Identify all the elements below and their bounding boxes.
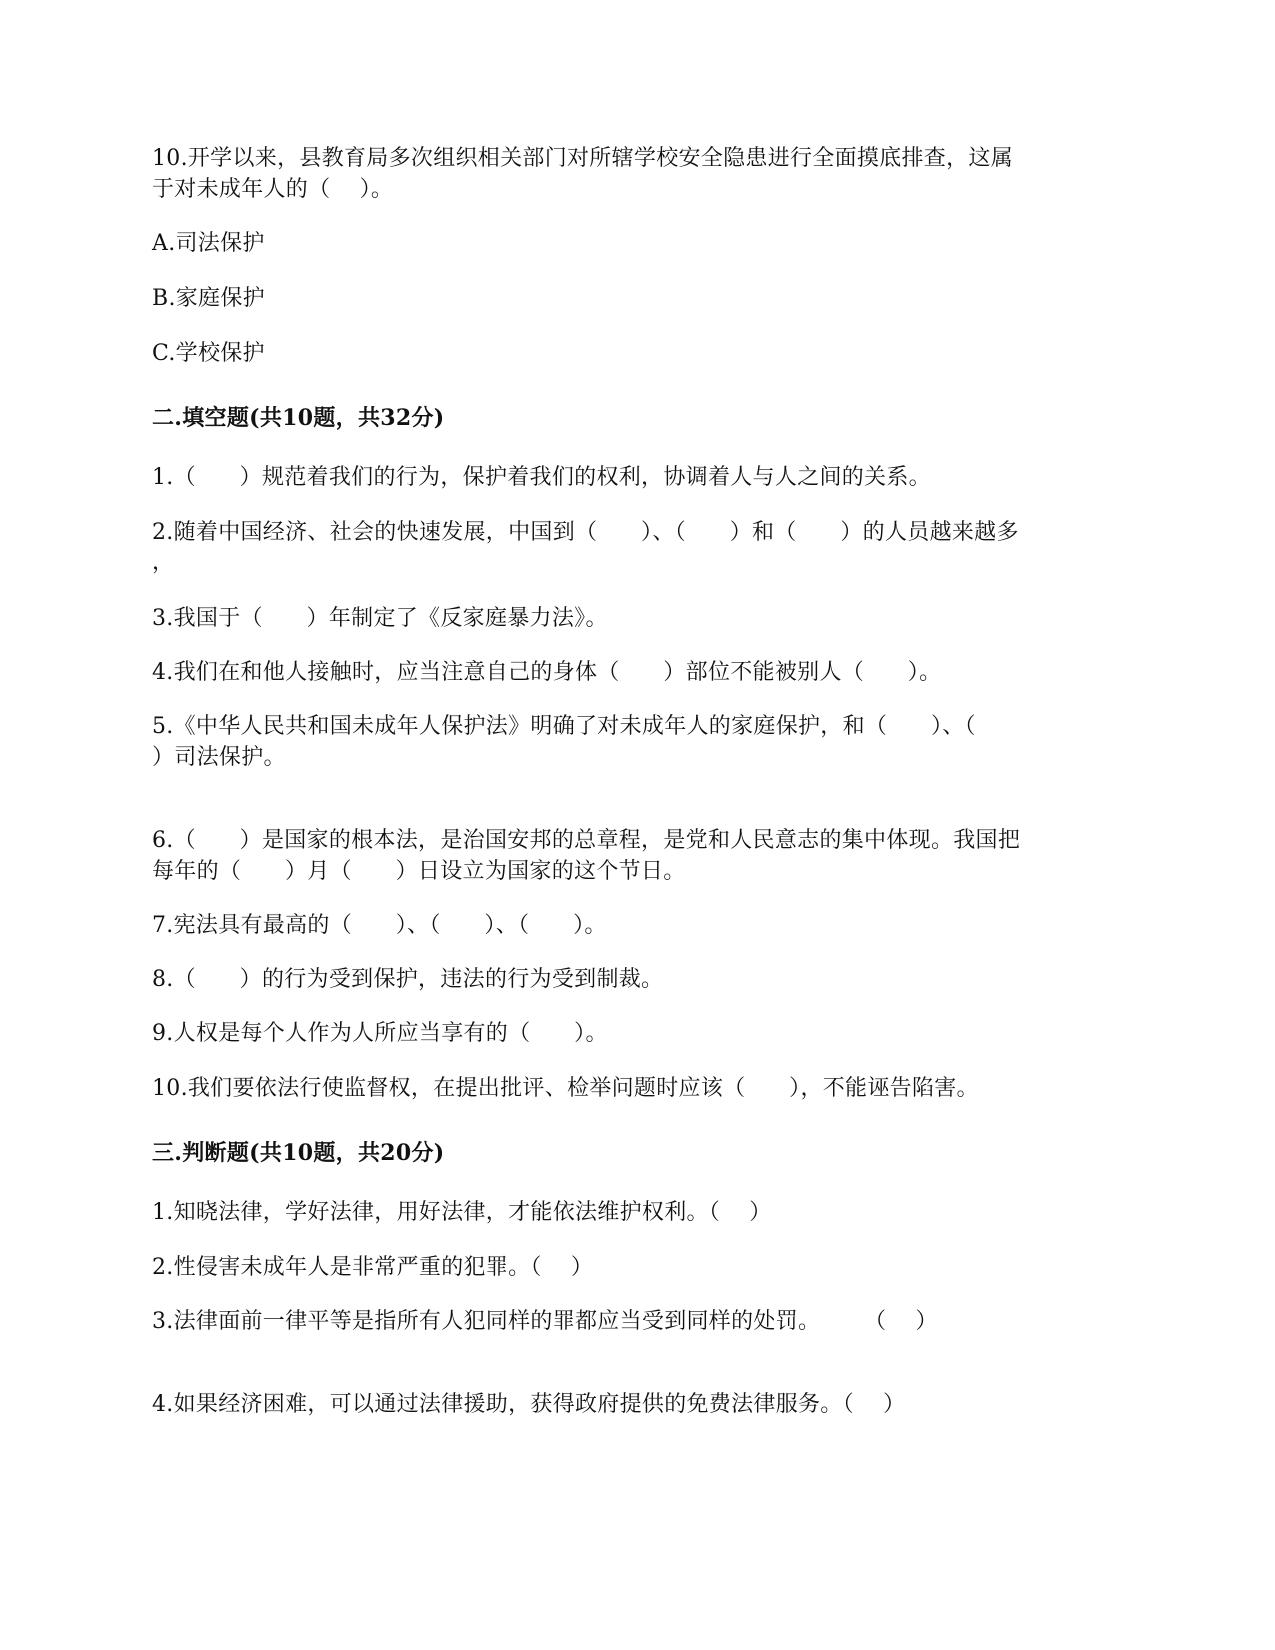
fill-question-8: 8.（ ）的行为受到保护，违法的行为受到制裁。 [152,967,664,992]
section-3-heading: 三.判断题(共10题，共20分) [152,1140,445,1166]
fill-question-1: 1.（ ）规范着我们的行为，保护着我们的权利，协调着人与人之间的关系。 [152,465,931,490]
judge-question-1: 1.知晓法律，学好法律，用好法律，才能依法维护权利。（ ） [152,1200,772,1225]
section-2-heading: 二.填空题(共10题，共32分) [152,405,445,431]
fill-question-9: 9.人权是每个人作为人所应当享有的（ ）。 [152,1021,608,1046]
fill-question-7: 7.宪法具有最高的（ ）、（ ）、（ ）。 [152,913,607,938]
option-b: B.家庭保护 [152,286,265,311]
fill-question-4: 4.我们在和他人接触时，应当注意自己的身体（ ）部位不能被别人（ ）。 [152,660,942,685]
fill-question-2-line1: 2.随着中国经济、社会的快速发展，中国到（ ）、（ ）和（ ）的人员越来越多 [152,520,1019,545]
fill-question-3: 3.我国于（ ）年制定了《反家庭暴力法》。 [152,606,608,631]
question-10-text-line1: 10.开学以来，县教育局多次组织相关部门对所辖学校安全隐患进行全面摸底排查，这属 [152,146,1013,171]
fill-question-2-line2: ， [152,550,175,575]
fill-question-6-line1: 6.（ ）是国家的根本法，是治国安邦的总章程，是党和人民意志的集中体现。我国把 [152,828,1021,853]
fill-question-10: 10.我们要依法行使监督权，在提出批评、检举问题时应该（ ），不能诬告陷害。 [152,1076,979,1101]
judge-question-2: 2.性侵害未成年人是非常严重的犯罪。（ ） [152,1255,594,1280]
judge-question-3: 3.法律面前一律平等是指所有人犯同样的罪都应当受到同样的处罚。 （ ） [152,1309,938,1334]
judge-question-4: 4.如果经济困难，可以通过法律援助，获得政府提供的免费法律服务。（ ） [152,1392,906,1417]
option-a: A.司法保护 [152,231,265,256]
fill-question-6-line2: 每年的（ ）月（ ）日设立为国家的这个节日。 [152,859,686,884]
question-10-text-line2: 于对未成年人的（ ）。 [152,177,394,202]
fill-question-5-line1: 5.《中华人民共和国未成年人保护法》明确了对未成年人的家庭保护，和（ ）、（ [152,714,976,739]
option-c: C.学校保护 [152,341,265,366]
fill-question-5-line2: ）司法保护。 [152,745,286,770]
